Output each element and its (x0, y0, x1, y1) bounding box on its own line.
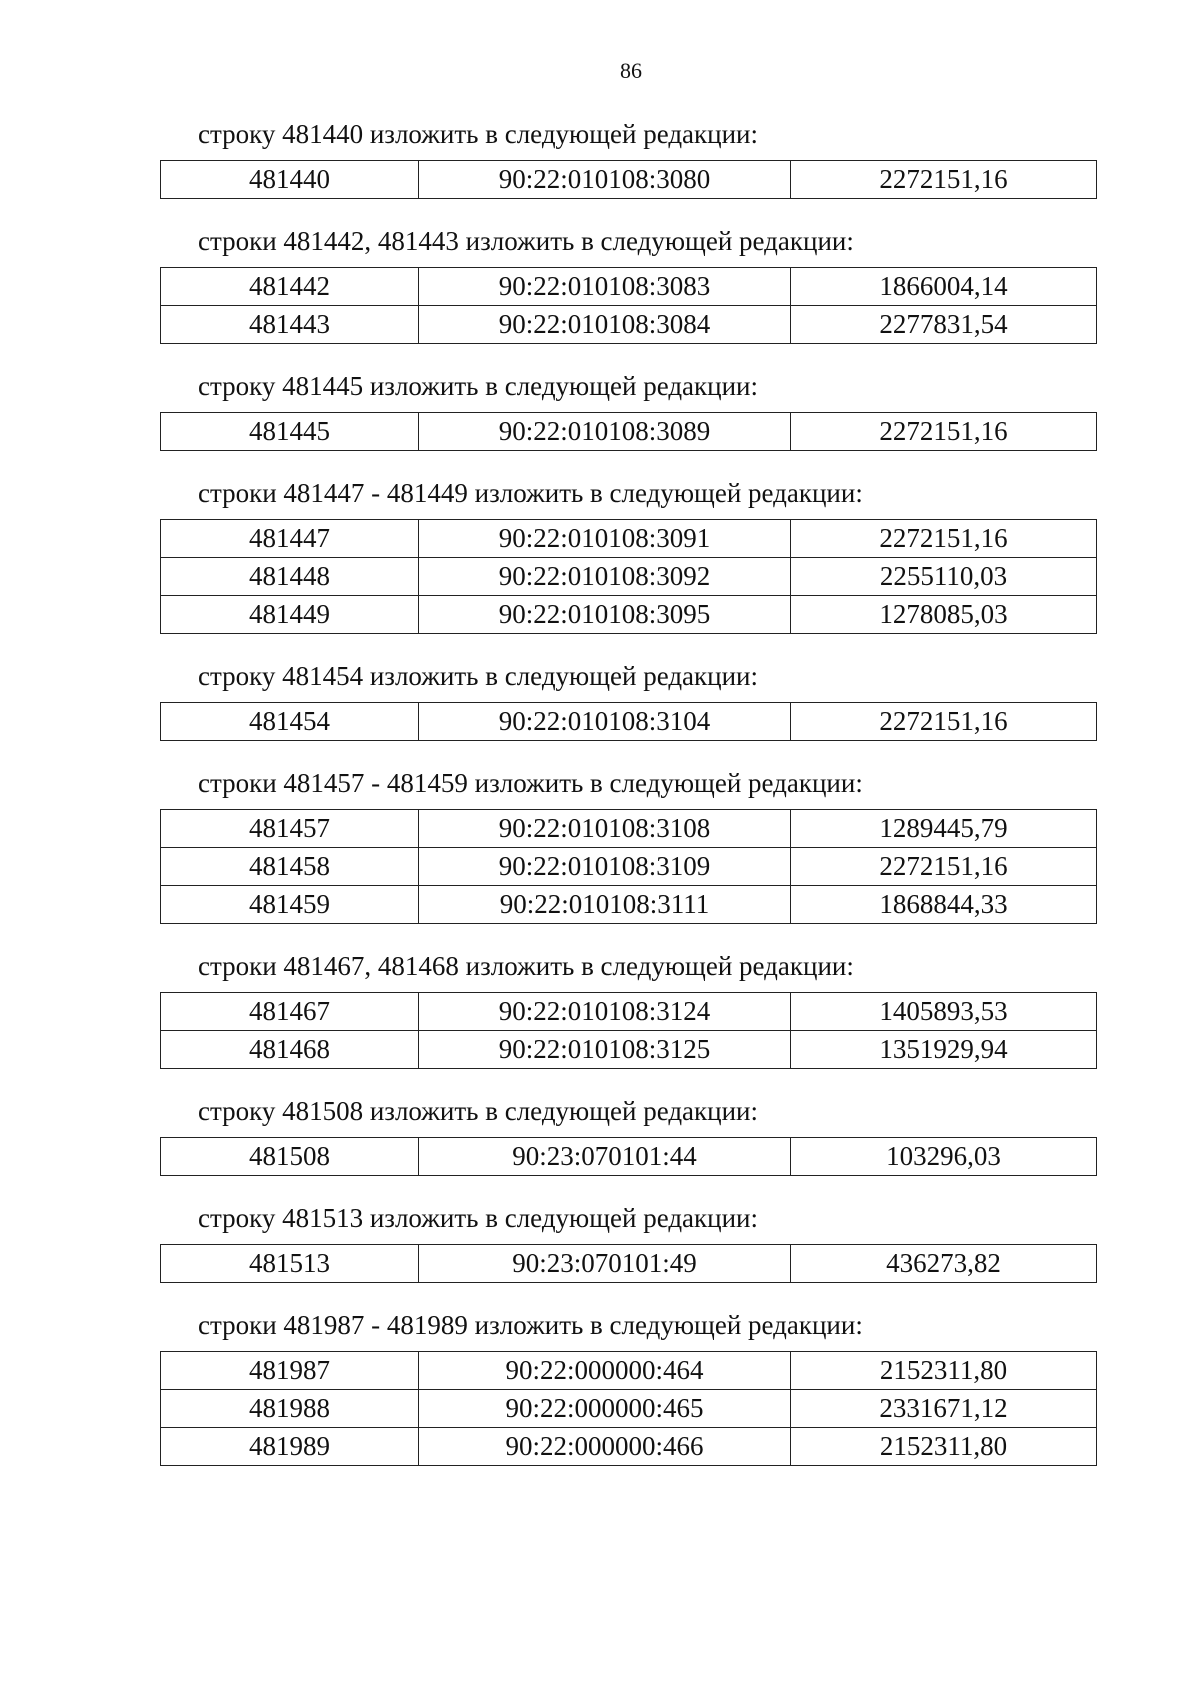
value-cell: 2152311,80 (791, 1352, 1097, 1390)
amendment-table (160, 160, 1097, 199)
cadastral-number-cell: 90:22:010108:3109 (419, 848, 791, 886)
value-cell: 2272151,16 (791, 703, 1097, 741)
value-cell: 1868844,33 (791, 886, 1097, 924)
amendment-table (160, 992, 1097, 1069)
row-number-cell: 481443 (161, 306, 419, 344)
document-body (160, 116, 1096, 1490)
amendment-section (160, 765, 1096, 924)
amendment-section (160, 1093, 1096, 1176)
row-number-cell: 481988 (161, 1390, 419, 1428)
amendment-section (160, 116, 1096, 199)
value-cell: 1278085,03 (791, 596, 1097, 634)
cadastral-number-cell: 90:22:010108:3124 (419, 993, 791, 1031)
amendment-instruction: строки 481987 - 481989 изложить в следующей редакции: (198, 1310, 863, 1340)
table-row (161, 268, 1097, 306)
cadastral-number-cell: 90:22:000000:464 (419, 1352, 791, 1390)
table-row (161, 1428, 1097, 1466)
amendment-table (160, 267, 1097, 344)
table-row (161, 1138, 1097, 1176)
page-number: 86 (620, 58, 642, 83)
table-row (161, 1390, 1097, 1428)
amendment-section (160, 1200, 1096, 1283)
value-cell: 2272151,16 (791, 848, 1097, 886)
value-cell: 2272151,16 (791, 520, 1097, 558)
cadastral-number-cell: 90:23:070101:44 (419, 1138, 791, 1176)
table-row (161, 1245, 1097, 1283)
value-cell: 2272151,16 (791, 413, 1097, 451)
amendment-table (160, 1137, 1097, 1176)
cadastral-number-cell: 90:22:010108:3108 (419, 810, 791, 848)
amendment-instruction: строку 481513 изложить в следующей редакции: (198, 1203, 759, 1233)
amendment-instruction: строку 481508 изложить в следующей редакции: (198, 1096, 759, 1126)
row-number-cell: 481440 (161, 161, 419, 199)
amendment-instruction: строку 481445 изложить в следующей редакции: (198, 371, 759, 401)
amendment-section (160, 948, 1096, 1069)
cadastral-number-cell: 90:23:070101:49 (419, 1245, 791, 1283)
amendment-instruction: строку 481454 изложить в следующей редакции: (198, 661, 759, 691)
amendment-section (160, 368, 1096, 451)
amendment-instruction: строку 481440 изложить в следующей редакции: (198, 119, 759, 149)
cadastral-number-cell: 90:22:010108:3089 (419, 413, 791, 451)
amendment-table (160, 1244, 1097, 1283)
amendment-instruction: строки 481447 - 481449 изложить в следующей редакции: (198, 478, 863, 508)
row-number-cell: 481467 (161, 993, 419, 1031)
row-number-cell: 481468 (161, 1031, 419, 1069)
cadastral-number-cell: 90:22:010108:3083 (419, 268, 791, 306)
amendment-instruction: строки 481442, 481443 изложить в следующей редакции: (198, 226, 854, 256)
cadastral-number-cell: 90:22:010108:3095 (419, 596, 791, 634)
cadastral-number-cell: 90:22:010108:3104 (419, 703, 791, 741)
row-number-cell: 481989 (161, 1428, 419, 1466)
cadastral-number-cell: 90:22:000000:466 (419, 1428, 791, 1466)
value-cell: 2272151,16 (791, 161, 1097, 199)
table-row (161, 703, 1097, 741)
cadastral-number-cell: 90:22:010108:3111 (419, 886, 791, 924)
row-number-cell: 481449 (161, 596, 419, 634)
value-cell: 2331671,12 (791, 1390, 1097, 1428)
amendment-section (160, 658, 1096, 741)
amendment-table (160, 519, 1097, 634)
cadastral-number-cell: 90:22:010108:3091 (419, 520, 791, 558)
amendment-table (160, 809, 1097, 924)
value-cell: 2277831,54 (791, 306, 1097, 344)
table-row (161, 520, 1097, 558)
cadastral-number-cell: 90:22:010108:3084 (419, 306, 791, 344)
value-cell: 1866004,14 (791, 268, 1097, 306)
value-cell: 2255110,03 (791, 558, 1097, 596)
amendment-section (160, 475, 1096, 634)
table-row (161, 1031, 1097, 1069)
amendment-instruction: строки 481457 - 481459 изложить в следующей редакции: (198, 768, 863, 798)
value-cell: 1351929,94 (791, 1031, 1097, 1069)
table-row (161, 161, 1097, 199)
row-number-cell: 481508 (161, 1138, 419, 1176)
amendment-instruction: строки 481467, 481468 изложить в следующей редакции: (198, 951, 854, 981)
row-number-cell: 481442 (161, 268, 419, 306)
row-number-cell: 481987 (161, 1352, 419, 1390)
value-cell: 1405893,53 (791, 993, 1097, 1031)
table-row (161, 558, 1097, 596)
table-row (161, 306, 1097, 344)
amendment-table (160, 412, 1097, 451)
table-row (161, 413, 1097, 451)
table-row (161, 993, 1097, 1031)
cadastral-number-cell: 90:22:010108:3092 (419, 558, 791, 596)
amendment-table (160, 1351, 1097, 1466)
table-row (161, 886, 1097, 924)
row-number-cell: 481448 (161, 558, 419, 596)
row-number-cell: 481454 (161, 703, 419, 741)
amendment-table (160, 702, 1097, 741)
amendment-section (160, 223, 1096, 344)
table-row (161, 848, 1097, 886)
cadastral-number-cell: 90:22:010108:3080 (419, 161, 791, 199)
row-number-cell: 481445 (161, 413, 419, 451)
table-row (161, 1352, 1097, 1390)
row-number-cell: 481457 (161, 810, 419, 848)
value-cell: 2152311,80 (791, 1428, 1097, 1466)
table-row (161, 596, 1097, 634)
value-cell: 1289445,79 (791, 810, 1097, 848)
amendment-section (160, 1307, 1096, 1466)
row-number-cell: 481513 (161, 1245, 419, 1283)
value-cell: 436273,82 (791, 1245, 1097, 1283)
row-number-cell: 481447 (161, 520, 419, 558)
cadastral-number-cell: 90:22:010108:3125 (419, 1031, 791, 1069)
row-number-cell: 481459 (161, 886, 419, 924)
value-cell: 103296,03 (791, 1138, 1097, 1176)
cadastral-number-cell: 90:22:000000:465 (419, 1390, 791, 1428)
row-number-cell: 481458 (161, 848, 419, 886)
table-row (161, 810, 1097, 848)
